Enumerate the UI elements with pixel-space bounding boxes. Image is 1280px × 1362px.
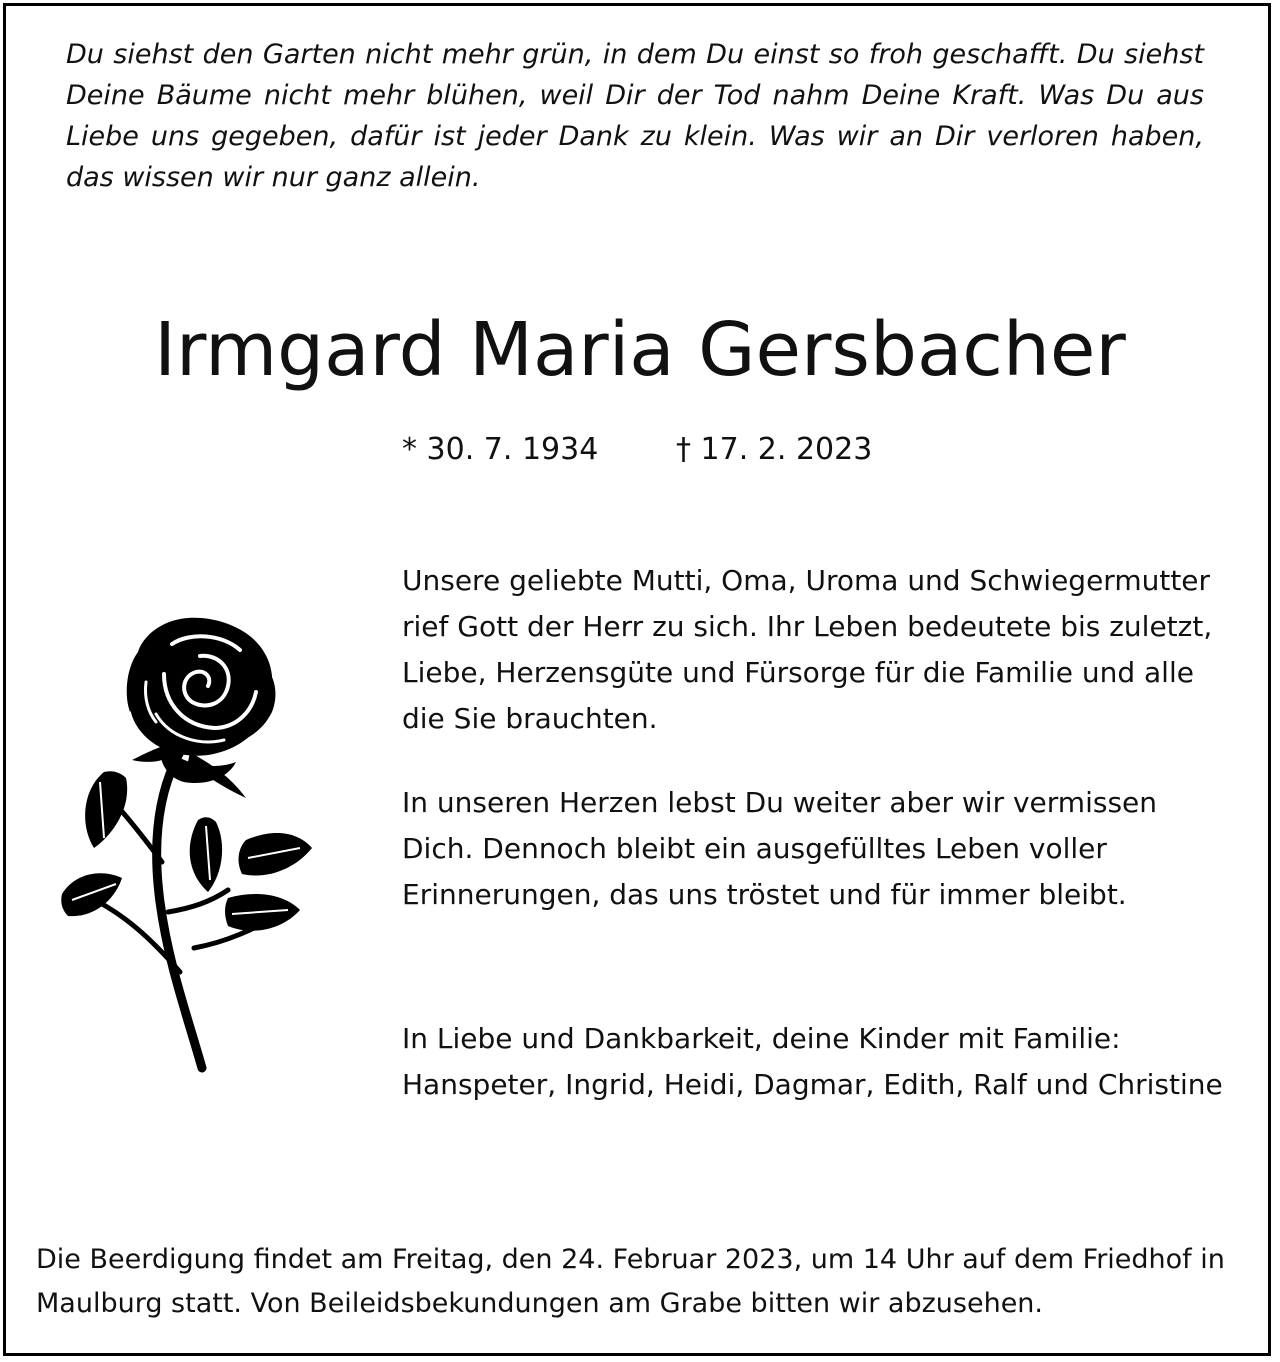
deceased-name: Irmgard Maria Gersbacher (154, 307, 1126, 393)
birth-date: * 30. 7. 1934 (402, 432, 599, 467)
message-paragraph-1: Unsere geliebte Mutti, Oma, Uroma und Schwiegermutter rief Gott der Herr zu sich. Ihr Leben bedeutete bis zuletzt, Liebe, Herzensgüte und Fürsorge für die Familie und alle die Sie brauchten. (402, 564, 1213, 735)
funeral-notice: Die Beerdigung findet am Freitag, den 24. Februar 2023, um 14 Uhr auf dem Friedhof in Maulburg statt. Von Beileidsbekundungen am Grabe bitten wir abzusehen. (36, 1244, 1225, 1319)
memorial-poem: Du siehst den Garten nicht mehr grün, in dem Du einst so froh geschafft. Du siehst Deine Bäume nicht mehr blühen, weil Dir der Tod nahm Deine Kraft. Was Du aus Liebe uns gegeben, dafür ist jeder Dank zu klein. Was wir an Dir verloren haben, das wissen wir nur ganz allein. (66, 39, 1204, 193)
message-paragraph-2: In unseren Herzen lebst Du weiter aber wir vermissen Dich. Dennoch bleibt ein ausgefülltes Leben voller Erinnerungen, das uns tröstet und für immer bleibt. (402, 786, 1158, 911)
life-dates (400, 428, 1000, 472)
message-paragraph-3: In Liebe und Dankbarkeit, deine Kinder mit Familie: Hanspeter, Ingrid, Heidi, Dagmar, Edith, Ralf und Christine (402, 1022, 1223, 1101)
death-date: † 17. 2. 2023 (676, 432, 873, 467)
rose-icon (60, 612, 320, 1074)
